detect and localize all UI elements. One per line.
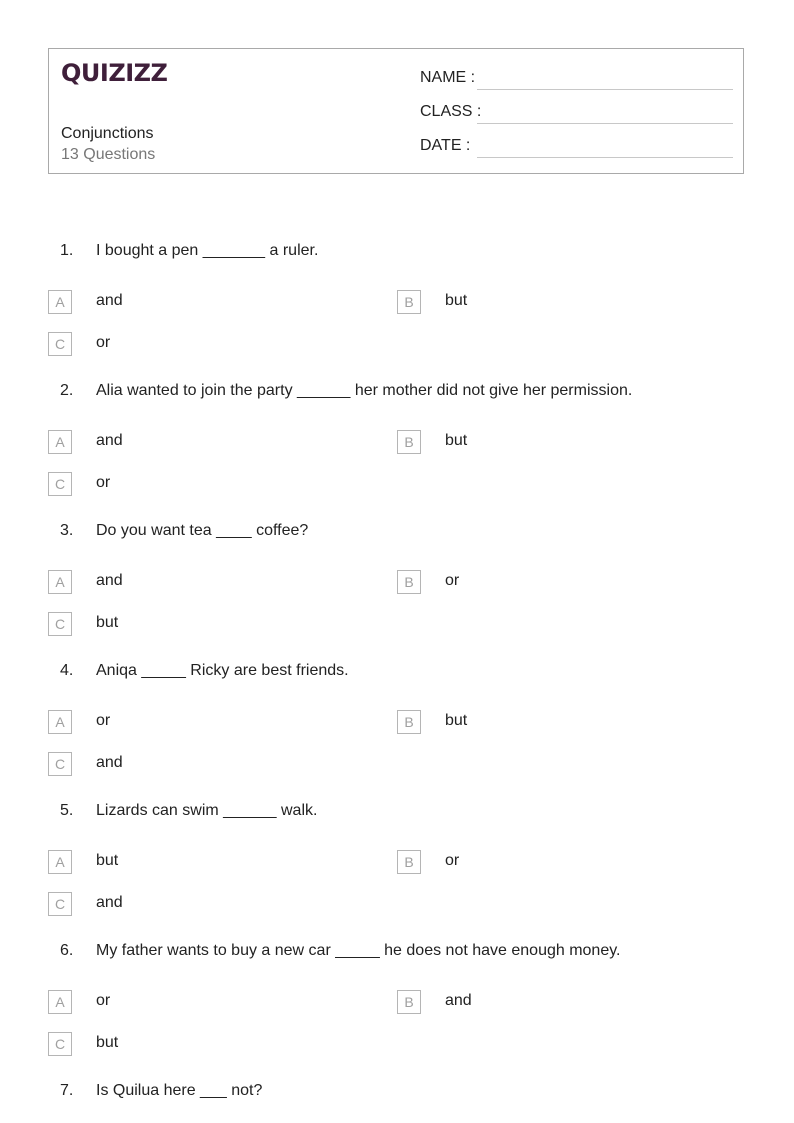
option-letter-box[interactable]: B [397, 850, 421, 874]
answer-option[interactable] [48, 1032, 378, 1056]
option-letter-box[interactable]: B [397, 710, 421, 734]
question-text: Aniqa _____ Ricky are best friends. [96, 662, 349, 679]
option-letter-box[interactable]: A [48, 570, 72, 594]
answer-option[interactable] [397, 990, 727, 1014]
worksheet-title: Conjunctions [61, 125, 154, 142]
option-letter-box[interactable]: A [48, 850, 72, 874]
option-text: but [96, 852, 119, 869]
option-text: or [96, 334, 111, 351]
quizizz-logo: QUIZIZZ [61, 59, 168, 87]
option-text: or [96, 712, 111, 729]
question-text: I bought a pen _______ a ruler. [96, 242, 319, 259]
answer-option[interactable] [48, 332, 378, 356]
question-number: 6. [60, 942, 74, 959]
option-letter-box[interactable]: A [48, 430, 72, 454]
date-line [477, 157, 733, 158]
option-text: and [445, 992, 472, 1009]
option-letter-box[interactable]: C [48, 1032, 72, 1056]
option-text: but [96, 1034, 119, 1051]
option-text: but [96, 614, 119, 631]
option-text: and [96, 292, 123, 309]
option-letter-box[interactable]: C [48, 332, 72, 356]
option-letter-box[interactable]: B [397, 290, 421, 314]
answer-option[interactable] [48, 290, 378, 314]
question-number: 7. [60, 1082, 74, 1099]
option-letter-box[interactable]: C [48, 752, 72, 776]
answer-option[interactable] [48, 850, 378, 874]
answer-option[interactable] [397, 850, 727, 874]
date-label: DATE : [420, 137, 471, 154]
question-number: 2. [60, 382, 74, 399]
option-text: or [445, 852, 460, 869]
option-letter-box[interactable]: A [48, 290, 72, 314]
option-letter-box[interactable]: A [48, 710, 72, 734]
option-text: but [445, 292, 468, 309]
question-count: 13 Questions [61, 146, 156, 163]
option-letter-box[interactable]: B [397, 430, 421, 454]
answer-option[interactable] [48, 472, 378, 496]
option-text: and [96, 572, 123, 589]
option-text: but [445, 432, 468, 449]
question-text: Do you want tea ____ coffee? [96, 522, 309, 539]
option-letter-box[interactable]: C [48, 892, 72, 916]
worksheet-header [48, 48, 744, 174]
question-text: Alia wanted to join the party ______ her mother did not give her permission. [96, 382, 633, 399]
option-letter-box[interactable]: B [397, 570, 421, 594]
option-text: or [96, 474, 111, 491]
name-line [477, 89, 733, 90]
answer-option[interactable] [48, 430, 378, 454]
answer-option[interactable] [48, 612, 378, 636]
name-label: NAME : [420, 69, 476, 86]
option-text: but [445, 712, 468, 729]
option-letter-box[interactable]: B [397, 990, 421, 1014]
answer-option[interactable] [397, 710, 727, 734]
answer-option[interactable] [48, 990, 378, 1014]
option-text: or [445, 572, 460, 589]
answer-option[interactable] [48, 752, 378, 776]
option-letter-box[interactable]: C [48, 612, 72, 636]
question-text: My father wants to buy a new car _____ he does not have enough money. [96, 942, 621, 959]
option-letter-box[interactable]: C [48, 472, 72, 496]
answer-option[interactable] [48, 710, 378, 734]
option-letter-box[interactable]: A [48, 990, 72, 1014]
answer-option[interactable] [397, 290, 727, 314]
question-number: 4. [60, 662, 74, 679]
question-text: Is Quilua here ___ not? [96, 1082, 263, 1099]
option-text: and [96, 432, 123, 449]
answer-option[interactable] [397, 570, 727, 594]
class-line [477, 123, 733, 124]
answer-option[interactable] [397, 430, 727, 454]
answer-option[interactable] [48, 570, 378, 594]
answer-option[interactable] [48, 892, 378, 916]
question-number: 3. [60, 522, 74, 539]
class-label: CLASS : [420, 103, 482, 120]
option-text: and [96, 754, 123, 771]
option-text: or [96, 992, 111, 1009]
option-text: and [96, 894, 123, 911]
question-text: Lizards can swim ______ walk. [96, 802, 318, 819]
question-number: 5. [60, 802, 74, 819]
question-number: 1. [60, 242, 74, 259]
